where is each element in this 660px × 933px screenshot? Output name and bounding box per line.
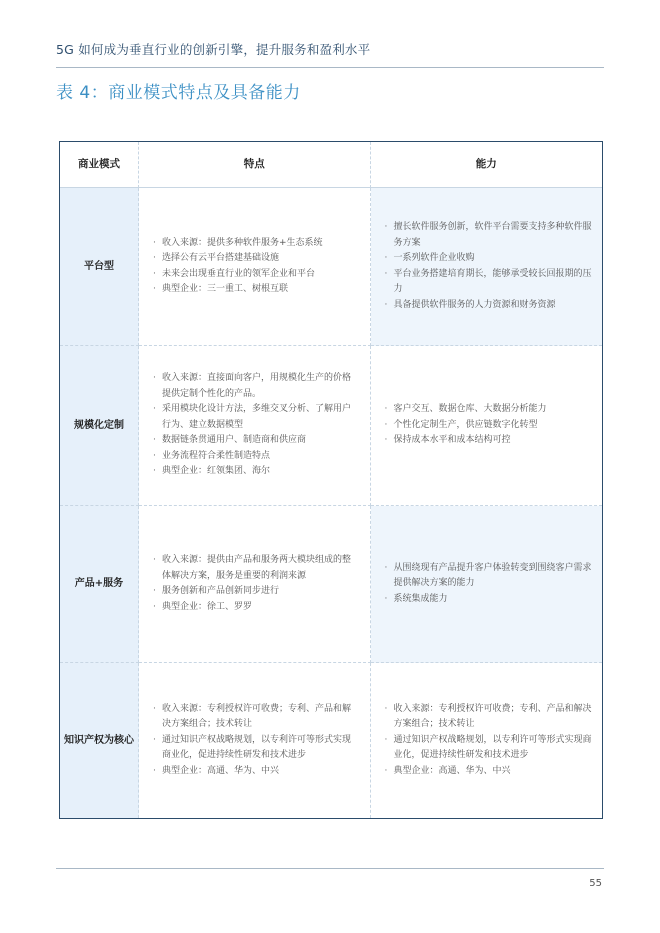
list-item: · 典型企业：三一重工、树根互联 <box>153 282 360 298</box>
list-item: · 典型企业：徐工、罗罗 <box>153 600 360 616</box>
capabilities-cell-platform <box>371 188 603 346</box>
features-cell-mass-customization <box>139 346 371 506</box>
list-item: · 从围绕现有产品提升客户体验转变到围绕客户需求提供解决方案的能力 <box>385 561 593 592</box>
page-number: 55 <box>589 878 602 889</box>
list-item: · 服务创新和产品创新同步进行 <box>153 584 360 600</box>
list-item: · 选择公有云平台搭建基础设施 <box>153 251 360 267</box>
column-header-model: 商业模式 <box>60 142 139 188</box>
list-item: · 数据链条贯通用户、制造商和供应商 <box>153 433 360 449</box>
list-item: · 收入来源：提供由产品和服务两大模块组成的整体解决方案，服务是重要的利润来源 <box>153 553 360 584</box>
list-item: · 未来会出现垂直行业的领军企业和平台 <box>153 267 360 283</box>
list-item: · 保持成本水平和成本结构可控 <box>385 433 593 449</box>
list-item: · 客户交互、数据仓库、大数据分析能力 <box>385 402 593 418</box>
page-header-title: 5G 如何成为垂直行业的创新引擎，提升服务和盈利水平 <box>56 42 371 57</box>
list-item: · 平台业务搭建培育期长，能够承受较长回报期的压力 <box>385 267 593 298</box>
list-item: · 典型企业：高通、华为、中兴 <box>153 764 360 780</box>
list-item: · 业务流程符合柔性制造特点 <box>153 449 360 465</box>
list-item: · 具备提供软件服务的人力资源和财务资源 <box>385 298 593 314</box>
business-model-table <box>59 141 603 819</box>
list-item: · 典型企业：高通、华为、中兴 <box>385 764 593 780</box>
header-divider <box>56 67 604 68</box>
column-header-capabilities: 能力 <box>371 142 603 188</box>
list-item: · 通过知识产权战略规划，以专利许可等形式实现商业化，促进持续性研发和技术进步 <box>385 733 593 764</box>
list-item: · 系统集成能力 <box>385 592 593 608</box>
capabilities-cell-mass-customization <box>371 346 603 506</box>
list-item: · 通过知识产权战略规划，以专利许可等形式实现商业化，促进持续性研发和技术进步 <box>153 733 360 764</box>
row-label-platform: 平台型 <box>60 188 139 346</box>
list-item: · 擅长软件服务创新，软件平台需要支持多种软件服务方案 <box>385 220 593 251</box>
list-item: · 采用模块化设计方法，多维交叉分析、了解用户行为、建立数据模型 <box>153 402 360 433</box>
list-item: · 收入来源：专利授权许可收费；专利、产品和解决方案组合；技术转让 <box>385 702 593 733</box>
row-label-mass-customization: 规模化定制 <box>60 346 139 506</box>
capabilities-cell-ip-core <box>371 663 603 818</box>
capabilities-cell-product-service <box>371 506 603 663</box>
table-caption: 表 4：商业模式特点及具备能力 <box>56 83 301 103</box>
list-item: · 个性化定制生产，供应链数字化转型 <box>385 418 593 434</box>
list-item: · 典型企业：红领集团、海尔 <box>153 464 360 480</box>
features-cell-platform <box>139 188 371 346</box>
row-label-ip-core: 知识产权为核心 <box>60 663 139 818</box>
list-item: · 收入来源：直接面向客户，用规模化生产的价格提供定制个性化的产品。 <box>153 371 360 402</box>
row-label-product-service: 产品+服务 <box>60 506 139 663</box>
features-cell-ip-core <box>139 663 371 818</box>
footer-divider <box>56 868 604 869</box>
column-header-features: 特点 <box>139 142 371 188</box>
list-item: · 收入来源：提供多种软件服务+生态系统 <box>153 236 360 252</box>
list-item: · 收入来源：专利授权许可收费；专利、产品和解决方案组合；技术转让 <box>153 702 360 733</box>
list-item: · 一系列软件企业收购 <box>385 251 593 267</box>
features-cell-product-service <box>139 506 371 663</box>
